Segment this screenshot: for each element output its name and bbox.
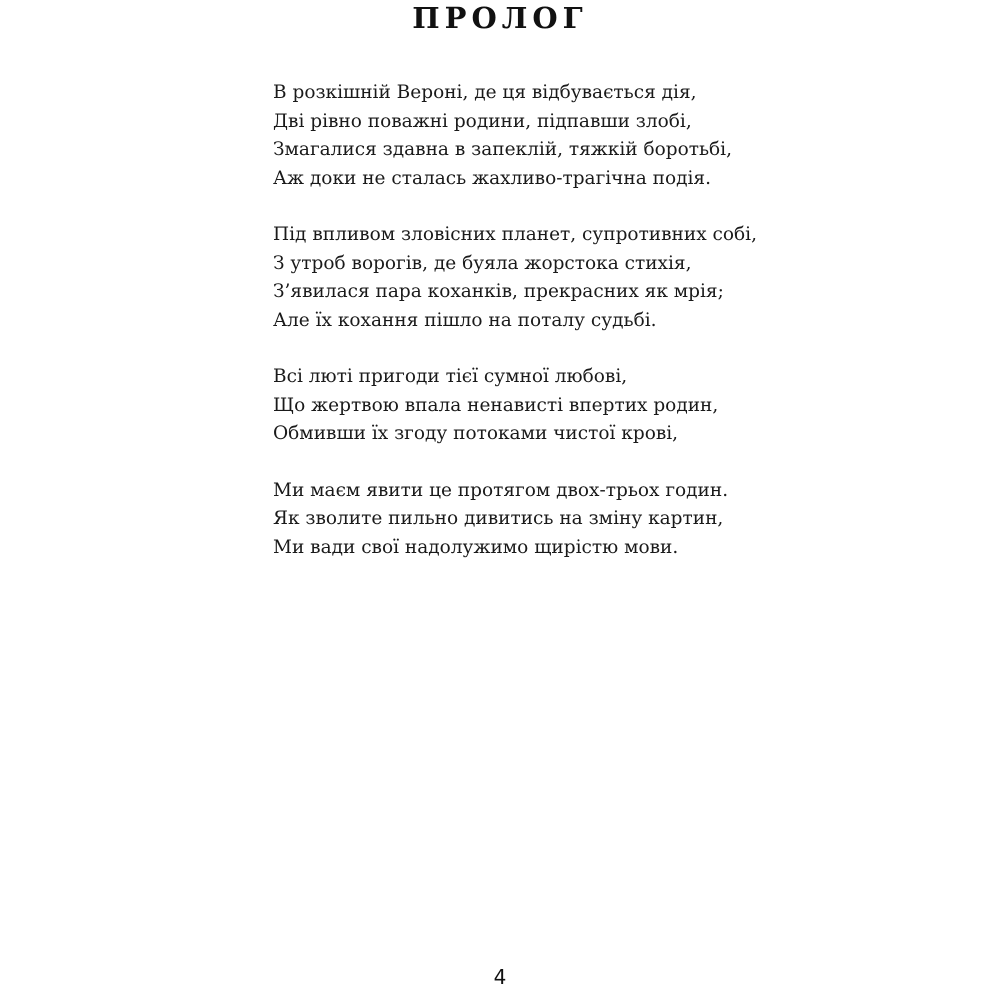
page-title: ПРОЛОГ <box>412 1 588 35</box>
poem-line: Дві рівно поважні родини, підпавши злобі, <box>273 110 692 132</box>
poem-line: Змагалися здавна в запеклій, тяжкій боротьбі, <box>273 139 732 160</box>
poem-line: Всі люті пригоди тієї сумної любові, <box>273 366 628 387</box>
poem-line: З’явилася пара коханків, прекрасних як мрія; <box>273 281 724 302</box>
poem-line: Обмивши їх згоду потоками чистої крові, <box>273 423 679 444</box>
poem-line: З утроб ворогів, де буяла жорстока стихія, <box>273 252 692 274</box>
poem-line: Як зволите пильно дивитись на зміну картин, <box>273 508 724 529</box>
poem-line: Що жертвою впала ненависті впертих родин, <box>273 394 719 416</box>
poem-line: Ми маєм явити це протягом двох-трьох годин. <box>273 479 729 501</box>
stanza <box>273 477 833 563</box>
poem-line: В розкішній Вероні, де ця відбувається дія, <box>273 82 697 103</box>
stanza <box>273 79 833 193</box>
poem-line: Під впливом зловісних планет, супротивних собі, <box>273 224 757 245</box>
stanza <box>273 363 833 449</box>
stanza <box>273 221 833 335</box>
poem-line: Аж доки не сталась жахливо-трагічна подія. <box>273 167 711 189</box>
poem <box>273 79 833 590</box>
poem-line: Ми вади свої надолужимо щирістю мови. <box>273 536 679 558</box>
poem-line: Але їх кохання пішло на поталу судьбі. <box>273 309 657 331</box>
page-number: 4 <box>493 965 507 989</box>
